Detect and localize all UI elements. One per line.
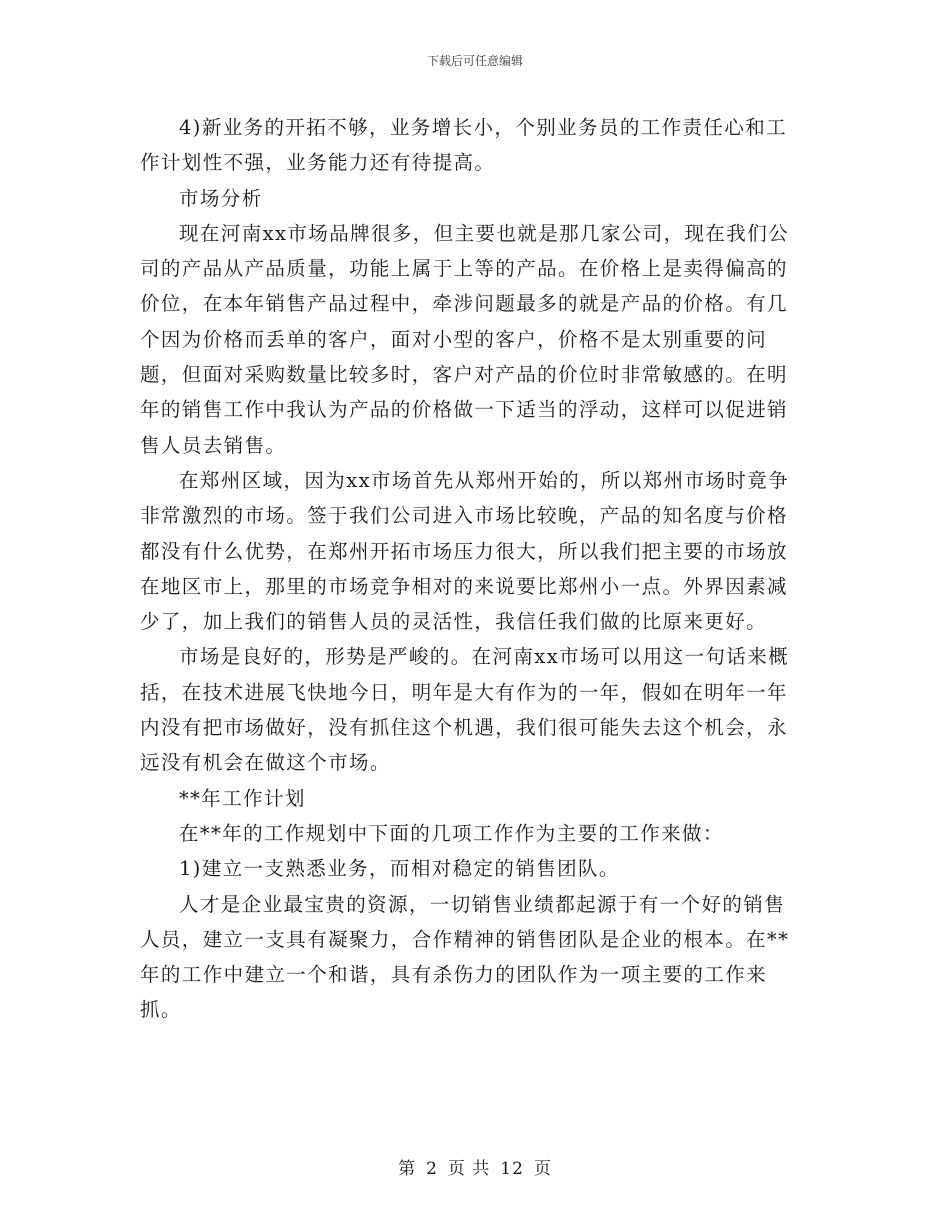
footer-prefix: 第 xyxy=(398,1159,417,1179)
footer-current-page: 2 xyxy=(426,1159,438,1179)
list-item: 1)建立一支熟悉业务，而相对稳定的销售团队。 xyxy=(179,857,620,881)
paragraph: 人才是企业最宝贵的资源，一切销售业绩都起源于有一个好的销售人员，建立一支具有凝聚力，合作精神的销售团队是企业的根本。在**年的工作中建立一个和谐，具有杀伤力的团队作为一项主要的工作来抓。 xyxy=(140,892,790,1022)
page-header-note: 下载后可任意编辑 xyxy=(426,54,523,68)
paragraph: 4)新业务的开拓不够，业务增长小，个别业务员的工作责任心和工作计划性不强，业务能力还有待提高。 xyxy=(140,116,788,175)
page-number-footer xyxy=(0,1154,950,1179)
section-heading: 市场分析 xyxy=(179,186,263,210)
footer-suffix: 页 xyxy=(533,1159,552,1179)
paragraph: 现在河南xx市场品牌很多，但主要也就是那几家公司，现在我们公司的产品从产品质量，功能上属于上等的产品。在价格上是卖得偏高的价位，在本年销售产品过程中，牵涉问题最多的就是产品的价格。有几个因为价格而丢单的客户，面对小型的客户，价格不是太别重要的问题，但面对采购数量比较多时，客户对产品的价位时非常敏感的。在明年的销售工作中我认为产品的价格做一下适当的浮动，这样可以促进销售人员去销售。 xyxy=(140,221,789,457)
paragraph: 在郑州区域，因为xx市场首先从郑州开始的，所以郑州市场时竟争非常激烈的市场。签于我们公司进入市场比较晚，产品的知名度与价格都没有什么优势，在郑州开拓市场压力很大，所以我们把主要的市场放在地区市上，那里的市场竞争相对的来说要比郑州小一点。外界因素减少了，加上我们的销售人员的灵活性，我信任我们做的比原来更好。 xyxy=(140,468,789,634)
footer-mid: 页 共 xyxy=(447,1159,491,1179)
paragraph: 在**年的工作规划中下面的几项工作作为主要的工作来做： xyxy=(179,821,724,845)
document-body xyxy=(140,110,800,1028)
paragraph: 市场是良好的，形势是严峻的。在河南xx市场可以用这一句话来概括，在技术进展飞快地今日，明年是大有作为的一年，假如在明年一年内没有把市场做好，没有抓住这个机遇，我们很可能失去这个机会，永远没有机会在做这个市场。 xyxy=(140,645,789,775)
footer-total-pages: 12 xyxy=(500,1159,524,1179)
section-heading: **年工作计划 xyxy=(179,786,306,810)
